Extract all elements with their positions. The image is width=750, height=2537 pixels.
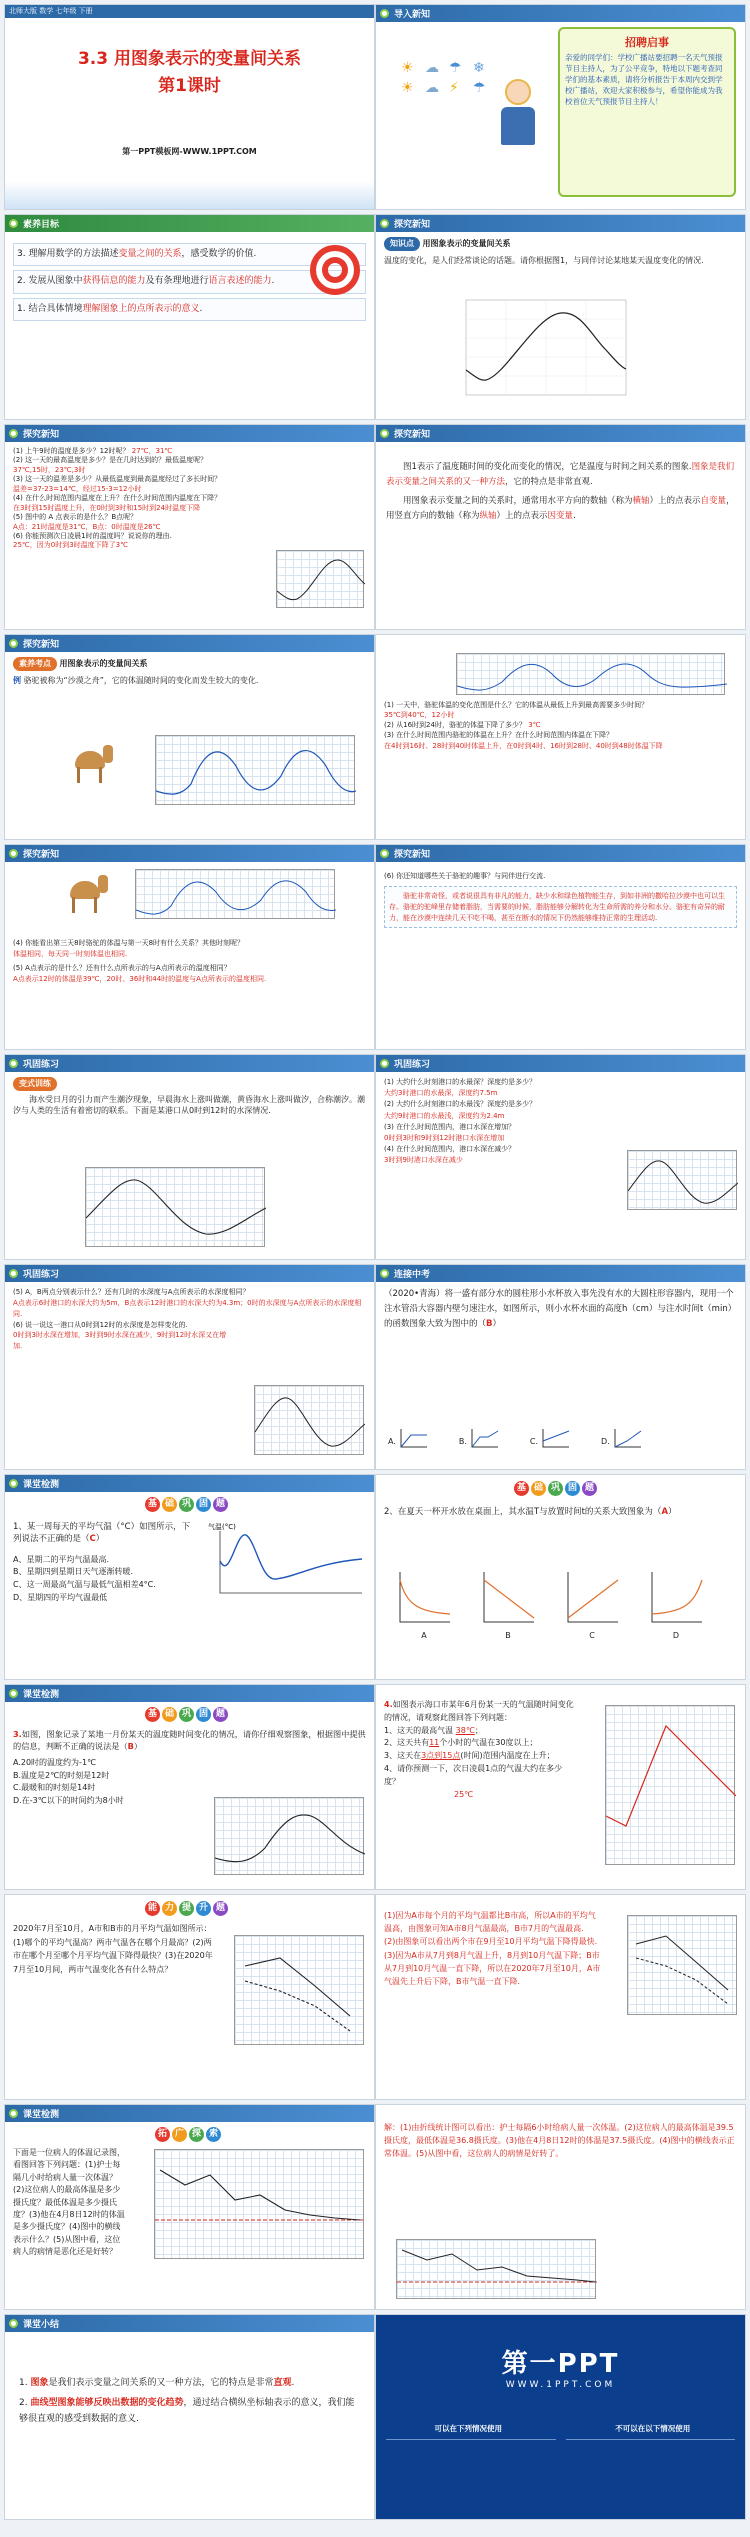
answer: 35℃到40℃，12小时	[384, 711, 455, 720]
usage-forbidden: 不可以在以下情况使用	[615, 2424, 691, 2433]
mini-chart	[276, 550, 364, 608]
answer: 25℃	[454, 1789, 474, 1799]
option-c[interactable]: C.	[530, 1427, 571, 1449]
answer: A点表示6时港口的水深大约为5m，B点表示12时港口的水深大约为4.3m；0时的水深度与A点所表示的水深度相同.	[13, 1298, 362, 1318]
slide-extension-1	[4, 2104, 375, 2310]
question: (3) 这一天的温差是多少？从最低温度到最高温度经过了多长时间？	[13, 475, 222, 484]
brand-url[interactable]: WWW.1PPT.COM	[505, 2380, 616, 2390]
rain-icon: ☂	[449, 60, 462, 76]
extension-answer: 解：(1)由折线统计图可以看出：护士每隔6小时给病人量一次体温。(2)这位病人的最高体温是39.5摄氏度，最低体温是36.8摄氏度。(3)他在4月8日12时的体温是37.5摄氏度。(4)图中的横线表示正常体温。(5)从图中看，这位病人的病情是好转了。	[384, 2123, 735, 2159]
city-temperature-chart	[234, 1935, 364, 2045]
question: (5) A，B两点分别表示什么？还有几时的水深度与A点所表示的水深度相同？	[13, 1288, 250, 1296]
question: (2) 这一天的最高温度是多少？是在几时达到的？最低温度呢？	[13, 456, 208, 465]
bullet-icon	[9, 219, 18, 228]
paragraph-1: 图1表示了温度随时间的变化而变化的情况，它是温度与时间之间关系的图象.图象是我们表示变量之间关系的又一种方法，它的特点是非常直观.	[386, 462, 735, 487]
question: (3) 在什么时间范围内骆驼的体温在上升？在什么时间范围内体温在下降？	[384, 731, 614, 740]
reporter-figure	[498, 79, 538, 149]
bullet-icon	[9, 2109, 18, 2118]
option-b[interactable]: B.温度是2℃的时刻是12时	[13, 1770, 110, 1780]
answer: (3)因为A市从7月到8月气温上升，8月到10月气温下降；B市从7月到10月气温一直下降，所以在2020年7月至10月，A市气温先上升后下降，B市气温一直下降.	[384, 1950, 601, 1986]
slide-brand	[375, 2314, 746, 2520]
slide-header: 探究新知	[376, 845, 745, 862]
q-part-1: 1、这天的最高气温 38℃；	[384, 1725, 483, 1735]
patient-temperature-chart	[396, 2239, 596, 2299]
extension-question: 下面是一位病人的体温记录图，看图回答下列问题：(1)护士每隔几小时给病人量一次体温？(2)这位病人的最高体温是多少摄氏度？最低体温是多少摄氏度？(3)他在4月8日12时的体温是多少摄氏度？(4)图中的横线表示什么？(5)从图中看，这位病人的病情是恶化还是好转？	[13, 2148, 125, 2257]
slide-camel-facts	[375, 844, 746, 1050]
notice-body: 亲爱的同学们：学校广播站要招聘一名天气预报节目主持人，为了公平竞争，特地以下题考查同学们的基本素质，请将分析报告于本周内交到学校广播站，欢迎大家积极参与，希望你能成为我校首位天气预报节目主持人！	[565, 53, 723, 106]
top-bar: 北师大版 数学 七年级 下册	[5, 5, 374, 18]
temperature-chart	[446, 295, 636, 413]
slide-exam-link	[375, 1264, 746, 1470]
slide-title	[4, 4, 375, 210]
city-temperature-chart	[627, 1915, 737, 2015]
bullet-icon	[380, 849, 389, 858]
bullet-icon	[9, 1479, 18, 1488]
slide-camel-questions-2	[4, 844, 375, 1050]
slide-test-4	[375, 1684, 746, 1890]
bullet-icon	[9, 1059, 18, 1068]
answer: 0时到3时和9时到12时港口水深在增加	[384, 1133, 505, 1142]
extension-badge: 拓 广 探 索	[155, 2127, 221, 2142]
topic-title: 用图象表示的变量间关系	[422, 239, 511, 248]
slide-ability-2	[375, 1894, 746, 2100]
slide-header: 课堂检测	[5, 1475, 374, 1492]
q-part-3: 3、这天在3点到15点(时间)范围内温度在上升；	[384, 1751, 555, 1761]
slide-header: 巩固练习	[5, 1265, 374, 1282]
basics-badge: 基 础 巩 固 题	[145, 1707, 228, 1722]
footer-link[interactable]: 第一PPT模板网-WWW.1PPT.COM	[122, 147, 257, 156]
answer: 3时到9时港口水深在减少	[384, 1156, 463, 1165]
summary-point-1: 1. 图象是我们表示变量之间关系的又一种方法，它的特点是非常直观.	[19, 2378, 295, 2388]
answer: 在3时到15时温度上升，在0时到3时和15时到24时温度下降	[13, 503, 201, 512]
test-question: 3.如图，图象记录了某地一月份某天的温度随时间变化的情况，请你仔细观察图象，根据图中提供的信息，判断不正确的说法是（B）	[13, 1729, 366, 1751]
notice-box	[558, 27, 736, 197]
question: (6) 你能预测次日凌晨1时的温度吗？说说你的理由.	[13, 531, 172, 540]
slide-header: 课堂小结	[5, 2315, 374, 2332]
question: (6) 说一说这一港口从0时到12时的水深度是怎样变化的.	[13, 1320, 188, 1329]
camel-chart-small	[456, 653, 725, 695]
option-b[interactable]: B	[480, 1570, 536, 1643]
rain-icon: ☂	[473, 80, 486, 96]
tide-chart	[85, 1167, 265, 1247]
bullet-icon	[380, 429, 389, 438]
option-b[interactable]: B、星期四到星期日天气逐渐转暖.	[13, 1567, 134, 1577]
slide-goals	[4, 214, 375, 420]
slide-header: 探究新知	[5, 425, 374, 442]
answer: 体温相同，每天同一时刻体温也相同.	[13, 949, 128, 958]
bullet-icon	[9, 429, 18, 438]
option-d[interactable]: D.在-3℃以下的时间约为8小时	[13, 1796, 124, 1806]
option-d[interactable]: D、星期四的平均气温最低	[13, 1593, 108, 1603]
question: (1) 大约什么时刻港口的水最深？深度约是多少？	[384, 1078, 537, 1086]
question: (2) 从16时到24时，骆驼的体温下降了多少？ 3℃	[384, 721, 541, 730]
answer: 在4时到16时、28时到40时体温上升，在0时到4时、16时到28时、40时到48时体温下降	[384, 741, 663, 750]
exam-question: （2020•青海）将一盛有部分水的圆柱形小水杯放入事先没有水的大圆柱形容器内，现用一个注水管沿大容器内壁匀速注水，如图所示，则小水杯水面的高度h（cm）与注水时间t（min）的函数图象大致为图中的（B）	[384, 1289, 737, 1329]
ability-badge: 能 力 提 升 题	[145, 1901, 228, 1916]
q-part-4: 4、请你预测一下，次日凌晨1点的气温大约在多少度？	[384, 1763, 563, 1786]
slide-header: 探究新知	[5, 845, 374, 862]
question: (2) 大约什么时刻港口的水最浅？深度约是多少？	[384, 1100, 537, 1109]
goal-1: 1. 结合具体情境理解图象上的点所表示的意义.	[13, 298, 366, 321]
question: (4) 在什么时间范围内，港口水深在减少？	[384, 1145, 516, 1154]
slide-header: 巩固练习	[5, 1055, 374, 1072]
answer: 0时到3时水深在增加，3时到9时水深在减少，9时到12时水深又在增加.	[13, 1331, 227, 1351]
goal-3: 3. 理解用数学的方法描述变量之间的关系，感受数学的价值.	[13, 243, 366, 266]
intro-text: 温度的变化，是人们经常谈论的话题。请你根据图1，与同伴讨论某地某天温度变化的情况.	[384, 255, 704, 265]
key-point-chip: 素养考点	[13, 657, 57, 671]
test-question: 1、某一周每天的平均气温（°C）如图所示，下列说法不正确的是（C）	[13, 1522, 191, 1545]
basics-badge: 基 础 巩 固 题	[145, 1497, 228, 1512]
question: (5) 图中的 A 点表示的是什么？B点呢？	[13, 513, 138, 522]
slide-header: 素养目标	[5, 215, 374, 232]
answer: 温差=37-23=14℃，经过15-3=12小时	[13, 484, 142, 493]
knowledge-chip: 知识点	[384, 237, 420, 251]
weekly-temperature-chart	[206, 1521, 366, 1603]
option-c[interactable]: C、这一周最高气温与最低气温相差4°C.	[13, 1580, 156, 1590]
slide-header: 连接中考	[376, 1265, 745, 1282]
test-question: 4.如图表示海口市某年6月份某一天的气温随时间变化的情况，请观察此图回答下列问题：	[384, 1700, 574, 1722]
answer: 大约9时港口的水最浅，深度约为2.4m	[384, 1111, 505, 1120]
tide-text: 海水受日月的引力而产生潮汐现象，早晨海水上涨叫做潮，黄昏海水上涨叫做汐，合称潮汐。潮汐与人类的生活有着密切的联系。下面是某港口从0时到12时的水深情况.	[13, 1094, 365, 1116]
answer: A点：21时温度是31℃，B点：0时温度是26℃	[13, 522, 161, 531]
bullet-icon	[9, 639, 18, 648]
answer: 25℃，因为0时到3时温度下降了3℃	[13, 541, 128, 550]
ability-question: 2020年7月至10月，A市和B市的月平均气温如图所示：(1)哪个的平均气温高？两市气温各在哪个月最高？(2)两市在哪个月至哪个月平均气温下降得最快？(3)在2020年7月至10月间，两市气温变化各有什么特点？	[13, 1924, 213, 1974]
slide-test-2	[375, 1474, 746, 1680]
slide-header: 课堂检测	[5, 2105, 374, 2122]
slide-practice-questions-2	[4, 1264, 375, 1470]
option-a[interactable]: A.	[388, 1427, 429, 1449]
question: (3) 在什么时间范围内，港口水深在增加？	[384, 1122, 516, 1131]
option-d[interactable]: D	[648, 1570, 704, 1643]
page-subtitle: 第1课时	[158, 76, 221, 96]
basics-badge: 基 础 巩 固 题	[514, 1481, 597, 1496]
svg-text:气温(°C): 气温(°C)	[208, 1523, 236, 1531]
bullet-icon	[380, 9, 389, 18]
question: (4) 在什么时间范围内温度在上升？在什么时间范围内温度在下降？	[13, 494, 222, 503]
variant-chip: 变式训练	[13, 1077, 57, 1091]
goal-2: 2. 发展从图象中获得信息的能力及有条理地进行语言表述的能力.	[13, 270, 366, 293]
brand-logo: 第一PPT	[501, 2349, 620, 2379]
bottom-wave	[5, 181, 374, 209]
question: (5) A点表示的是什么？还有什么点所表示的与A点所表示的温度相同？	[13, 964, 231, 972]
answer: 大约3时港口的水最深，深度约7.5m	[384, 1089, 498, 1098]
slide-test-1	[4, 1474, 375, 1680]
bullet-icon	[9, 849, 18, 858]
slide-header: 课堂检测	[5, 1685, 374, 1702]
slide-practice-questions	[375, 1054, 746, 1260]
paragraph-2: 用图象表示变量之间的关系时，通常用水平方向的数轴（称为横轴）上的点表示自变量，用竖直方向的数轴（称为纵轴）上的点表示因变量.	[386, 495, 735, 521]
slide-header: 探究新知	[5, 635, 374, 652]
cloud-icon: ☁	[425, 80, 439, 96]
summary-point-2: 2. 曲线型图象能够反映出数据的变化趋势，通过结合横纵坐标轴表示的意义，我们能够很直观的感受到数据的意义.	[19, 2397, 355, 2424]
cloud-icon: ☁	[425, 60, 439, 76]
option-a[interactable]: A、星期二的平均气温最高.	[13, 1554, 110, 1564]
example-text: 例 骆驼被称为“沙漠之舟”，它的体温随时间的变化而发生较大的变化.	[13, 675, 259, 685]
bullet-icon	[9, 1269, 18, 1278]
camel-temperature-chart	[155, 735, 355, 805]
usage-allowed: 可以在下列情况使用	[434, 2424, 502, 2433]
target-icon	[310, 245, 360, 295]
q-part-2: 2、这天共有11个小时的气温在30度以上；	[384, 1738, 538, 1748]
option-c[interactable]: C	[564, 1570, 620, 1643]
slide-explore-3	[375, 424, 746, 630]
weather-icons	[401, 60, 491, 96]
page-title: 3.3 用图象表示的变量间关系	[77, 49, 302, 69]
camel-icon	[60, 875, 110, 915]
option-b[interactable]: B.	[459, 1427, 500, 1449]
option-d[interactable]: D.	[601, 1427, 643, 1449]
january-temperature-chart	[214, 1797, 364, 1875]
slide-ability-1	[4, 1894, 375, 2100]
question: (1) 一天中，骆驼体温的变化范围是什么？它的体温从最低上升到最高需要多少时间？	[384, 701, 649, 709]
option-graphs	[396, 1570, 704, 1643]
slide-header: 探究新知	[376, 215, 745, 232]
answer: 37℃,15时，23℃,3时	[13, 465, 86, 474]
slide-header: 探究新知	[376, 425, 745, 442]
slide-header: 巩固练习	[376, 1055, 745, 1072]
question: (4) 你能看出第三天8时骆驼的体温与第一天8时有什么关系？其他时刻呢？	[13, 939, 245, 947]
bullet-icon	[380, 1059, 389, 1068]
haikou-temperature-chart	[605, 1705, 735, 1865]
snow-icon: ❄	[473, 60, 485, 76]
sun-icon: ☀	[401, 80, 414, 96]
tide-chart-small	[627, 1150, 737, 1210]
option-graphs	[388, 1427, 643, 1449]
bullet-icon	[9, 2319, 18, 2328]
slide-camel-questions	[375, 634, 746, 840]
answer: A点表示12时的体温是39℃，20时、36时和44时的温度与A点所表示的温度相同.	[13, 974, 267, 983]
notice-title: 招聘启事	[625, 36, 669, 49]
slide-extension-2	[375, 2104, 746, 2310]
answer: (2)由图象可以看出两个市在9月至10月平均气温下降得最快.	[384, 1937, 598, 1947]
slide-summary	[4, 2314, 375, 2520]
camel-icon	[65, 745, 115, 785]
thunder-icon: ⚡	[449, 80, 459, 96]
bullet-icon	[380, 1269, 389, 1278]
sun-icon: ☀	[401, 60, 414, 76]
answer-box: 骆驼非常奇怪，或者说很具有非凡的能力，缺少水和绿色植物能生存，到如非洲的撒哈拉沙漠中也可以生存。骆驼的驼峰里存储着脂肪，当需要的时候，脂肪能够分解转化为生命所需的养分和水分。骆驼有奇异的耐力，能在沙漠中连续几天不吃不喝，甚至在断水的情况下仍然能够维持正常的生理活动.	[384, 886, 737, 929]
slide-intro	[375, 4, 746, 210]
slide-practice-tides	[4, 1054, 375, 1260]
answer: (1)因为A市每个月的平均气温都比B市高，所以A市的平均气温高，由图象可知A市8月气温最高，B市7月的气温最高.	[384, 1911, 596, 1934]
bullet-icon	[9, 1689, 18, 1698]
option-a[interactable]: A.20时的温度约为-1℃	[13, 1757, 97, 1767]
slide-header: 导入新知	[376, 5, 745, 22]
question: (1) 上午9时的温度是多少？12时呢？ 27℃，31℃	[13, 447, 173, 455]
test-question: 2、在夏天一杯开水放在桌面上，其水温T与放置时间t的关系大致图象为（A）	[384, 1507, 677, 1517]
option-c[interactable]: C.最暖和的时刻是14时	[13, 1783, 96, 1793]
slide-camel-example	[4, 634, 375, 840]
bullet-icon	[380, 219, 389, 228]
slide-explore-2	[4, 424, 375, 630]
slide-test-3	[4, 1684, 375, 1890]
patient-temperature-chart	[154, 2149, 364, 2259]
slide-explore-1	[375, 214, 746, 420]
tide-chart-small	[254, 1385, 364, 1455]
question: (6) 你还知道哪些关于骆驼的趣事？与同伴进行交流.	[384, 872, 546, 880]
topic-title: 用图象表示的变量间关系	[59, 659, 148, 668]
option-a[interactable]: A	[396, 1570, 452, 1643]
camel-chart	[135, 869, 335, 919]
